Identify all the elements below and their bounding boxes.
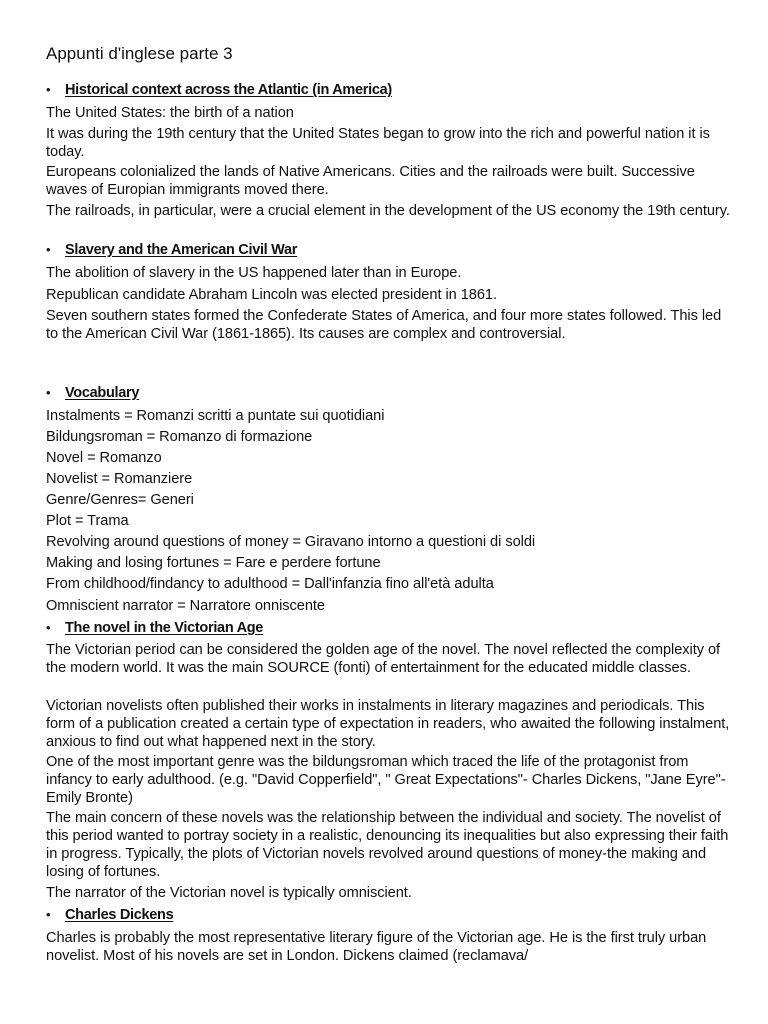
bullet-icon: • [46, 242, 51, 257]
section-heading-victorian-novel [46, 619, 263, 637]
paragraph: The railroads, in particular, were a crucial element in the development of the US economy the 19th century. [46, 203, 730, 219]
bullet-icon: • [46, 82, 51, 97]
paragraph: Seven southern states formed the Confederate States of America, and four more states followed. This led to the American Civil War (1861-1865). Its causes are complex and controversial. [46, 308, 722, 342]
section-heading-charles-dickens [46, 906, 173, 924]
section-heading-historical-context [46, 81, 392, 99]
vocabulary-entry: Revolving around questions of money = Giravano intorno a questioni di soldi [46, 534, 536, 550]
paragraph: It was during the 19th century that the United States began to grow into the rich and powerful nation it is today. [46, 126, 710, 160]
vocabulary-entry: Novelist = Romanziere [46, 471, 193, 487]
paragraph: Europeans colonialized the lands of Native Americans. Cities and the railroads were built. Successive waves of Europian immigrants moved there. [46, 164, 695, 198]
vocabulary-entry: Plot = Trama [46, 513, 129, 529]
vocabulary-entry: Novel = Romanzo [46, 450, 162, 466]
section-heading-text: Slavery and the American Civil War [65, 242, 298, 258]
paragraph: The abolition of slavery in the US happened later than in Europe. [46, 265, 462, 281]
paragraph: Victorian novelists often published their works in instalments in literary magazines and periodicals. This form of a publication created a certain type of expectation in readers, who awaited the following instalment, anxious to find out what happened next in the story. [46, 698, 730, 750]
vocabulary-entry: Making and losing fortunes = Fare e perdere fortune [46, 555, 381, 571]
section-heading-vocabulary [46, 384, 139, 402]
paragraph: The main concern of these novels was the relationship between the individual and society. The novelist of this period wanted to portray society in a realistic, denouncing its inequalities but also expressing their faith in progress. Typically, the plots of Victorian novels revolved around questions of money-the making and losing of fortunes. [46, 810, 729, 880]
paragraph: Charles is probably the most representative literary figure of the Victorian age. He is the first truly urban novelist. Most of his novels are set in London. Dickens claimed (reclamava/ [46, 930, 707, 964]
vocabulary-entry: Genre/Genres= Generi [46, 492, 194, 508]
vocabulary-entry: Omniscient narrator = Narratore onniscente [46, 598, 325, 614]
vocabulary-entry: Bildungsroman = Romanzo di formazione [46, 429, 313, 445]
vocabulary-entry: From childhood/findancy to adulthood = Dall'infanzia fino all'età adulta [46, 576, 494, 592]
bullet-icon: • [46, 907, 51, 922]
bullet-icon: • [46, 620, 51, 635]
section-heading-text: Vocabulary [65, 385, 140, 401]
paragraph: Republican candidate Abraham Lincoln was elected president in 1861. [46, 287, 497, 303]
section-heading-slavery [46, 241, 297, 259]
section-heading-text: Historical context across the Atlantic (in America) [65, 82, 392, 98]
bullet-icon: • [46, 385, 51, 400]
paragraph: One of the most important genre was the bildungsroman which traced the life of the protagonist from infancy to early adulthood. (e.g. "David Copperfield", " Great Expectations"- Charles Dickens, "Jane Eyre"- Emily Bronte) [46, 754, 726, 806]
section-heading-text: Charles Dickens [65, 907, 174, 923]
vocabulary-entry: Instalments = Romanzi scritti a puntate sui quotidiani [46, 408, 385, 424]
paragraph: The narrator of the Victorian novel is typically omniscient. [46, 885, 412, 901]
paragraph: The United States: the birth of a nation [46, 105, 294, 121]
section-heading-text: The novel in the Victorian Age [65, 620, 264, 636]
paragraph: The Victorian period can be considered the golden age of the novel. The novel reflected the complexity of the modern world. It was the main SOURCE (fonti) of entertainment for the educated middle classes. [46, 642, 721, 676]
page-title: Appunti d'inglese parte 3 [46, 44, 233, 63]
